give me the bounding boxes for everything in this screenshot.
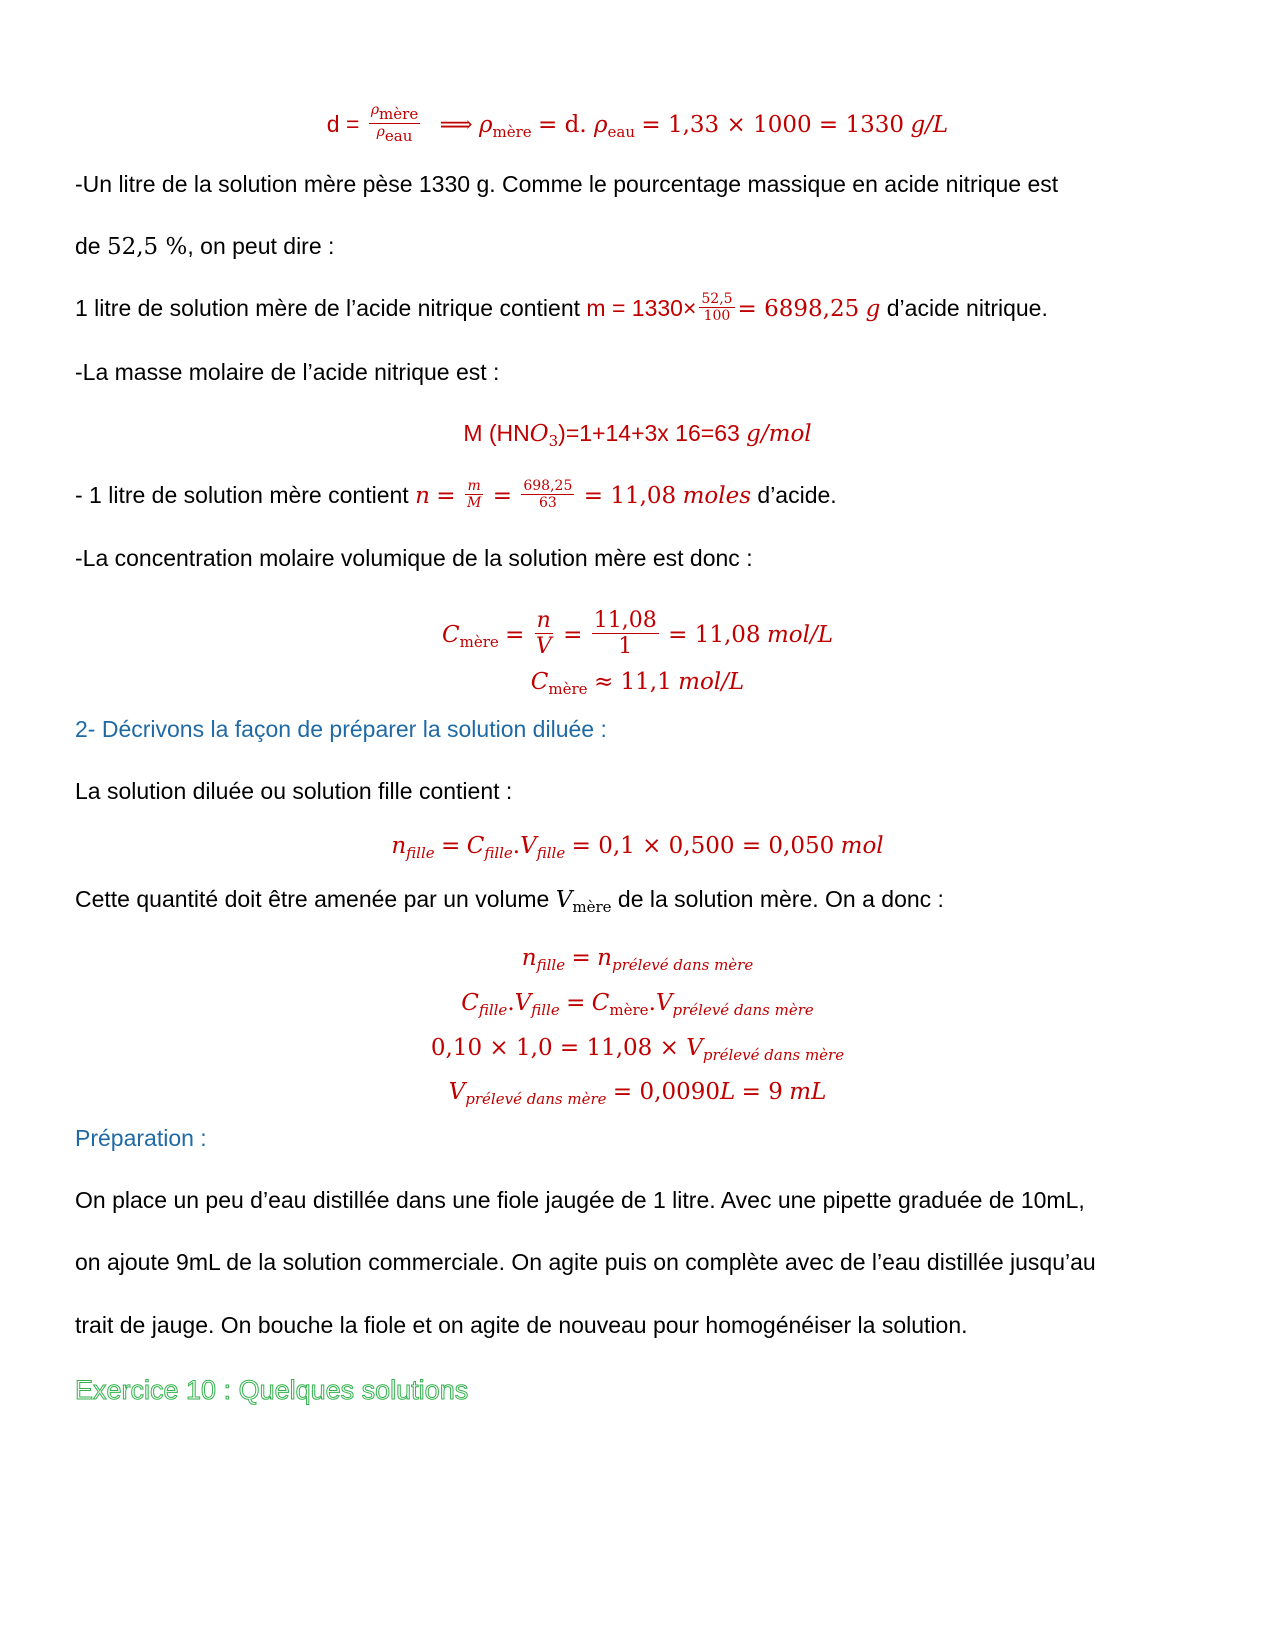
paragraph-line: de 52,5 %, on peut dire : (75, 233, 335, 260)
paragraph-line: -La masse molaire de l’acide nitrique est : (75, 359, 500, 385)
moles-statement: - 1 litre de solution mère contient n = $\frac{m}{M}$ = $\frac{698,25}{63}$ = 11,08 moles d’acide. (75, 478, 837, 512)
n-fraction: $\frac{m}{M}$ (466, 478, 482, 512)
dilution-equation: $C_{fille}.V_{fille} = C_{mère}.V_{prélevé dans mère}$ (461, 990, 814, 1019)
exercise-heading: Exercice 10 : Quelques solutions (75, 1375, 469, 1405)
density-equation: d = $\frac{\rho_{mère}}{\rho_{eau}}$ ⟹ $\rho_{mère} = d$. $\rho_{eau} = 1,33 \times 1000 = 1330$ g/L (326, 102, 949, 146)
paragraph-line: -Un litre de la solution mère pèse 1330 g. Comme le pourcentage massique en acide nitrique est (75, 171, 1059, 197)
concentration-fraction-value: $\frac{11,08}{1}$ (593, 608, 657, 660)
moles-fraction: $\frac{698,25}{63}$ (523, 478, 573, 512)
volume-result: $V_{prélevé dans mère} = 0,0090L = 9$ mL (448, 1079, 827, 1108)
paragraph-line: on ajoute 9mL de la solution commerciale. On agite puis on complète avec de l’eau distillée jusqu’au (75, 1249, 1096, 1275)
concentration-fraction-nv: $\frac{n}{V}$ (535, 608, 552, 660)
paragraph-line: Cette quantité doit être amenée par un volume $V_{mère}$ de la solution mère. On a donc : (75, 886, 944, 916)
paragraph-line: trait de jauge. On bouche la fiole et on agite de nouveau pour homogénéiser la solution. (75, 1312, 968, 1338)
molar-mass-equation: M $(HNO_3)=1+14+3x$ 16=63 g/mol (463, 420, 812, 450)
mass-fraction: $\frac{52,5}{100}$ (701, 291, 733, 325)
daughter-moles-equation: $n_{fille} = C_{fille}.V_{fille} = 0,1 \times 0,500 = 0,050$ mol (391, 833, 884, 862)
mass-statement: 1 litre de solution mère de l’acide nitrique contient m = 1330× $\frac{52,5}{100}$ = 6898,25 g d’acide nitrique. (75, 291, 1048, 325)
paragraph-line: -La concentration molaire volumique de la solution mère est donc : (75, 545, 753, 571)
moles-equality: $n_{fille} = n_{prélevé dans mère}$ (521, 945, 754, 974)
concentration-equation: $C_{mère}$ = $\frac{n}{V}$ = $\frac{11,08}{1}$ = 11,08 mol/L (441, 608, 834, 660)
paragraph-line: La solution diluée ou solution fille contient : (75, 778, 513, 804)
section-heading: 2- Décrivons la façon de préparer la solution diluée : (75, 716, 607, 742)
dilution-numeric: $0,10 \times 1,0 = 11,08 \times V_{prélevé dans mère}$ (430, 1035, 845, 1064)
paragraph-line: On place un peu d’eau distillée dans une fiole jaugée de 1 litre. Avec une pipette graduée de 10mL, (75, 1187, 1085, 1213)
preparation-heading: Préparation : (75, 1125, 207, 1151)
concentration-approx: $C_{mère} \approx 11,1$ mol/L (530, 669, 745, 698)
density-fraction: $\frac{\rho_{mère}}{\rho_{eau}}$ (370, 102, 419, 146)
